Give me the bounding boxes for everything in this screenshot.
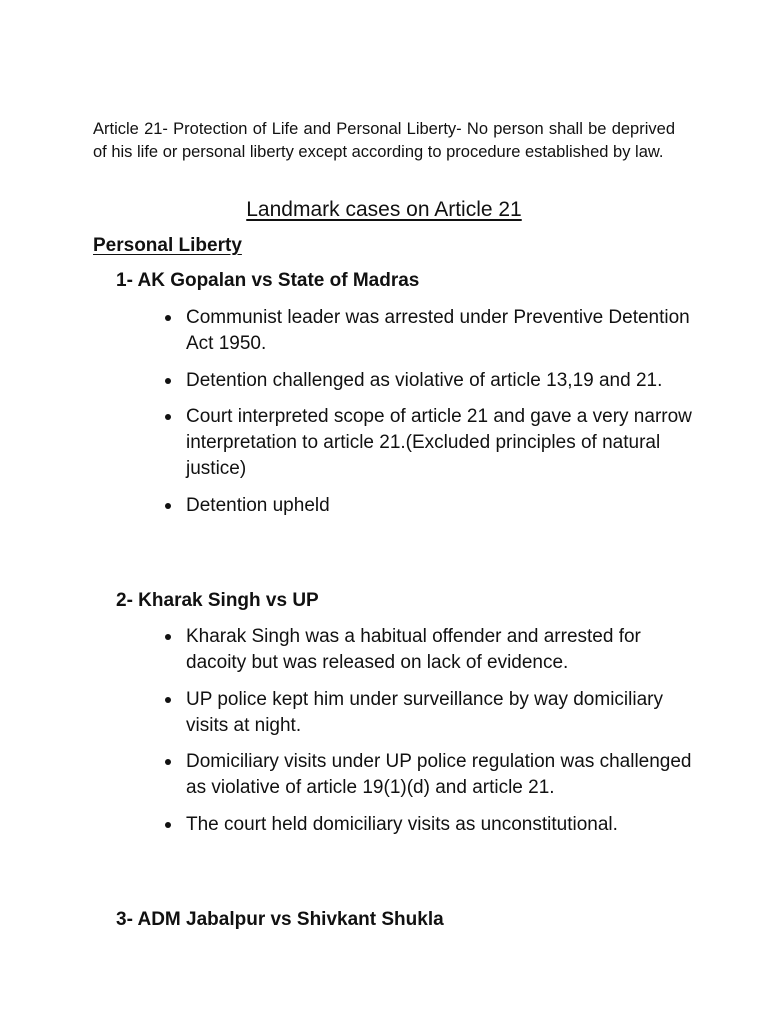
- article-21-intro: Article 21- Protection of Life and Personal Liberty- No person shall be deprived of his life or personal liberty except according to procedure established by law.: [93, 120, 675, 161]
- case-2-point-1: Kharak Singh was a habitual offender and arrested for dacoity but was released on lack of evidence.: [186, 624, 696, 676]
- case-title-1: 1- AK Gopalan vs State of Madras: [116, 270, 420, 291]
- case-1-point-3: Court interpreted scope of article 21 and gave a very narrow interpretation to article 21.(Excluded principles of natural justice): [186, 404, 696, 482]
- case-2-points: [186, 624, 696, 848]
- case-2-point-4: The court held domiciliary visits as unconstitutional.: [186, 812, 696, 838]
- case-title-3: 3- ADM Jabalpur vs Shivkant Shukla: [116, 909, 444, 930]
- case-1-points: [186, 305, 696, 529]
- page-heading: [0, 195, 768, 225]
- page-heading-text: Landmark cases on Article 21: [246, 198, 522, 221]
- case-1-point-4: Detention upheld: [186, 493, 696, 519]
- case-1-point-2: Detention challenged as violative of article 13,19 and 21.: [186, 368, 696, 394]
- case-2-point-3: Domiciliary visits under UP police regulation was challenged as violative of article 19(1)(d) and article 21.: [186, 749, 696, 801]
- case-1-point-1: Communist leader was arrested under Preventive Detention Act 1950.: [186, 305, 696, 357]
- case-title-2: 2- Kharak Singh vs UP: [116, 590, 319, 611]
- section-title-personal-liberty: Personal Liberty: [93, 235, 242, 256]
- case-2-point-2: UP police kept him under surveillance by way domiciliary visits at night.: [186, 687, 696, 739]
